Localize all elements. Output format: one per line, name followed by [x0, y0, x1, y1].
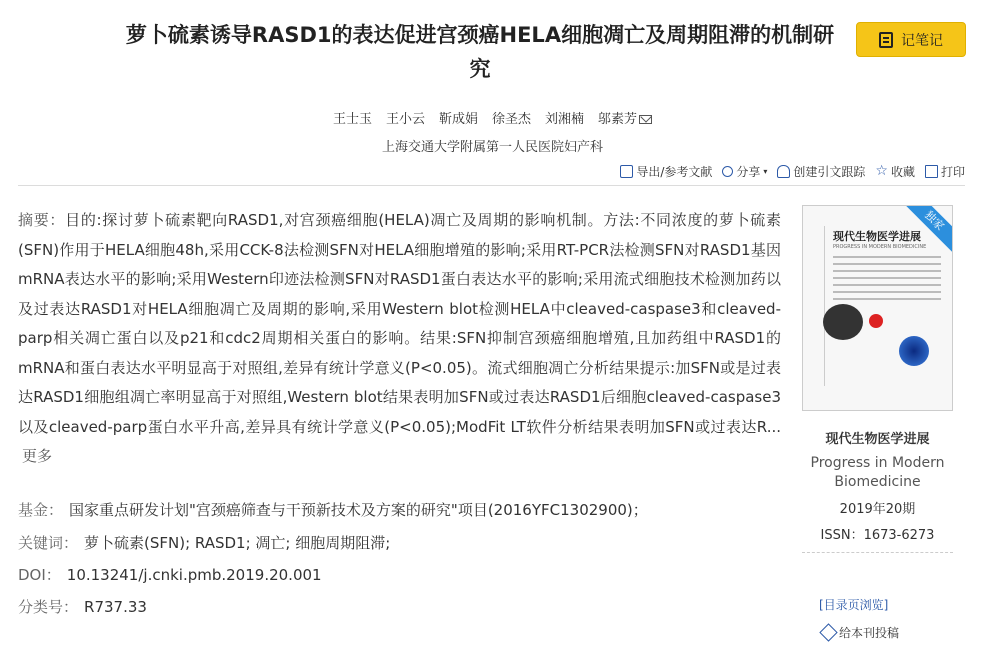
abstract-text: 目的:探讨萝卜硫素靶向RASD1,对宫颈癌细胞(HELA)凋亡及周期的影响机制。方法:不同浓度的萝卜硫素(SFN)作用于HELA细胞48h,采用CCK-8法检测SFN对HELA细胞增殖的影响;采用RT-PCR法检测SFN对RASD1基因mRNA表达水平的影响;采用Western印迹法检测SFN对RASD1蛋白表达水平的影响;采用流式细胞技术检测加药以及过表达RASD1对HELA细胞凋亡及周期的影响,采用Western blot检测HELA中cleaved-caspase3和cleaved-parp相关凋亡蛋白以及p21和cdc2周期相关蛋白的影响。结果:SFN抑制宫颈癌细胞增殖,且加药组中RASD1的mRNA和蛋白表达水平明显高于对照组,差异有统计学意义(P<0.05)。流式细胞凋亡分析结果提示:加SFN或是过表达RASD1细胞组凋亡率明显高于对照组,Western blot结果表明加SFN或过表达RASD1后细胞cleaved-caspase3以及cleaved-parp蛋白水平升高,差异具有统计学意义(P<0.05);ModFit LT软件分析结果表明加SFN或过表达R...: [18, 211, 781, 436]
take-notes-label: 记笔记: [901, 32, 943, 49]
cover-text-lines: [833, 256, 941, 305]
print-button[interactable]: [925, 163, 965, 180]
share-label: 分享: [736, 165, 761, 179]
submit-icon: [819, 623, 837, 641]
doi-row: [18, 564, 778, 585]
author-link[interactable]: 刘湘楠: [545, 112, 585, 127]
classification-label: 分类号：: [18, 598, 79, 616]
export-label: 导出/参考文献: [636, 165, 713, 179]
doi-label: DOI：: [18, 566, 61, 584]
mail-icon[interactable]: [639, 115, 652, 124]
keywords-row: [18, 532, 778, 553]
cover-image-cell: [823, 304, 863, 340]
cover-image-dot: [869, 314, 883, 328]
author-link[interactable]: 靳成娟: [438, 112, 478, 127]
cover-spine: [811, 226, 825, 386]
classification-value: R737.33: [84, 598, 147, 616]
submit-label: 给本刊投稿: [839, 626, 900, 640]
keywords-label: 关键词：: [18, 534, 79, 552]
favorite-button[interactable]: [875, 163, 915, 180]
printer-icon: [925, 165, 938, 178]
author-link[interactable]: 王士玉: [332, 112, 372, 127]
author-name: 邬素芳: [598, 112, 638, 127]
toc-browse-link[interactable]: [目录页浏览]: [819, 598, 889, 612]
abstract-label: 摘要：: [18, 211, 66, 229]
fund-row: [18, 499, 778, 520]
cover-subtitle: PROGRESS IN MODERN BIOMEDICINE: [833, 244, 927, 250]
chevron-down-icon: ▾: [763, 167, 768, 176]
take-notes-button[interactable]: [856, 22, 966, 57]
sidebar-divider: [802, 552, 953, 553]
affiliation[interactable]: 上海交通大学附属第一人民医院妇产科: [381, 140, 603, 155]
author-link[interactable]: 王小云: [385, 112, 425, 127]
fund-value[interactable]: 国家重点研发计划"宫颈癌筛查与干预新技术及方案的研究"项目(2016YFC1302900)；: [69, 501, 648, 519]
print-label: 打印: [940, 165, 965, 179]
export-references-button[interactable]: [620, 163, 712, 180]
cover-title: 现代生物医学进展: [833, 230, 921, 243]
share-icon: [722, 166, 733, 177]
more-link[interactable]: 更多: [22, 447, 53, 465]
export-icon: [620, 165, 633, 178]
abstract: [18, 206, 781, 472]
journal-issue[interactable]: 2019年20期: [839, 502, 916, 517]
favorite-label: 收藏: [890, 165, 915, 179]
fund-label: 基金：: [18, 501, 64, 519]
cover-image-sphere: [899, 336, 929, 366]
submit-to-journal-link[interactable]: [822, 624, 899, 641]
share-button[interactable]: [722, 163, 767, 180]
journal-cover[interactable]: [802, 205, 953, 411]
author-link-corresponding[interactable]: [598, 108, 652, 127]
journal-issn: ISSN：1673-6273: [820, 528, 935, 543]
journal-name[interactable]: 现代生物医学进展: [825, 432, 930, 447]
citation-tracking-label: 创建引文跟踪: [793, 165, 866, 179]
keywords-value[interactable]: 萝卜硫素(SFN); RASD1; 凋亡; 细胞周期阻滞;: [84, 534, 391, 552]
author-link[interactable]: 徐圣杰: [492, 112, 532, 127]
doi-value[interactable]: 10.13241/j.cnki.pmb.2019.20.001: [66, 566, 322, 584]
notebook-icon: [879, 32, 893, 48]
article-toolbar: [620, 163, 965, 180]
bell-icon: [777, 165, 790, 178]
classification-row: [18, 596, 778, 617]
exclusive-badge: 独家: [899, 205, 953, 256]
author-list: [200, 108, 785, 127]
section-divider: [18, 185, 965, 186]
article-title: 萝卜硫素诱导RASD1的表达促进宫颈癌HELA细胞凋亡及周期阻滞的机制研究: [125, 23, 835, 81]
star-icon: ☆: [875, 163, 888, 179]
citation-tracking-button[interactable]: [777, 163, 865, 180]
journal-name-english: Progress in Modern Biomedicine: [810, 455, 945, 490]
